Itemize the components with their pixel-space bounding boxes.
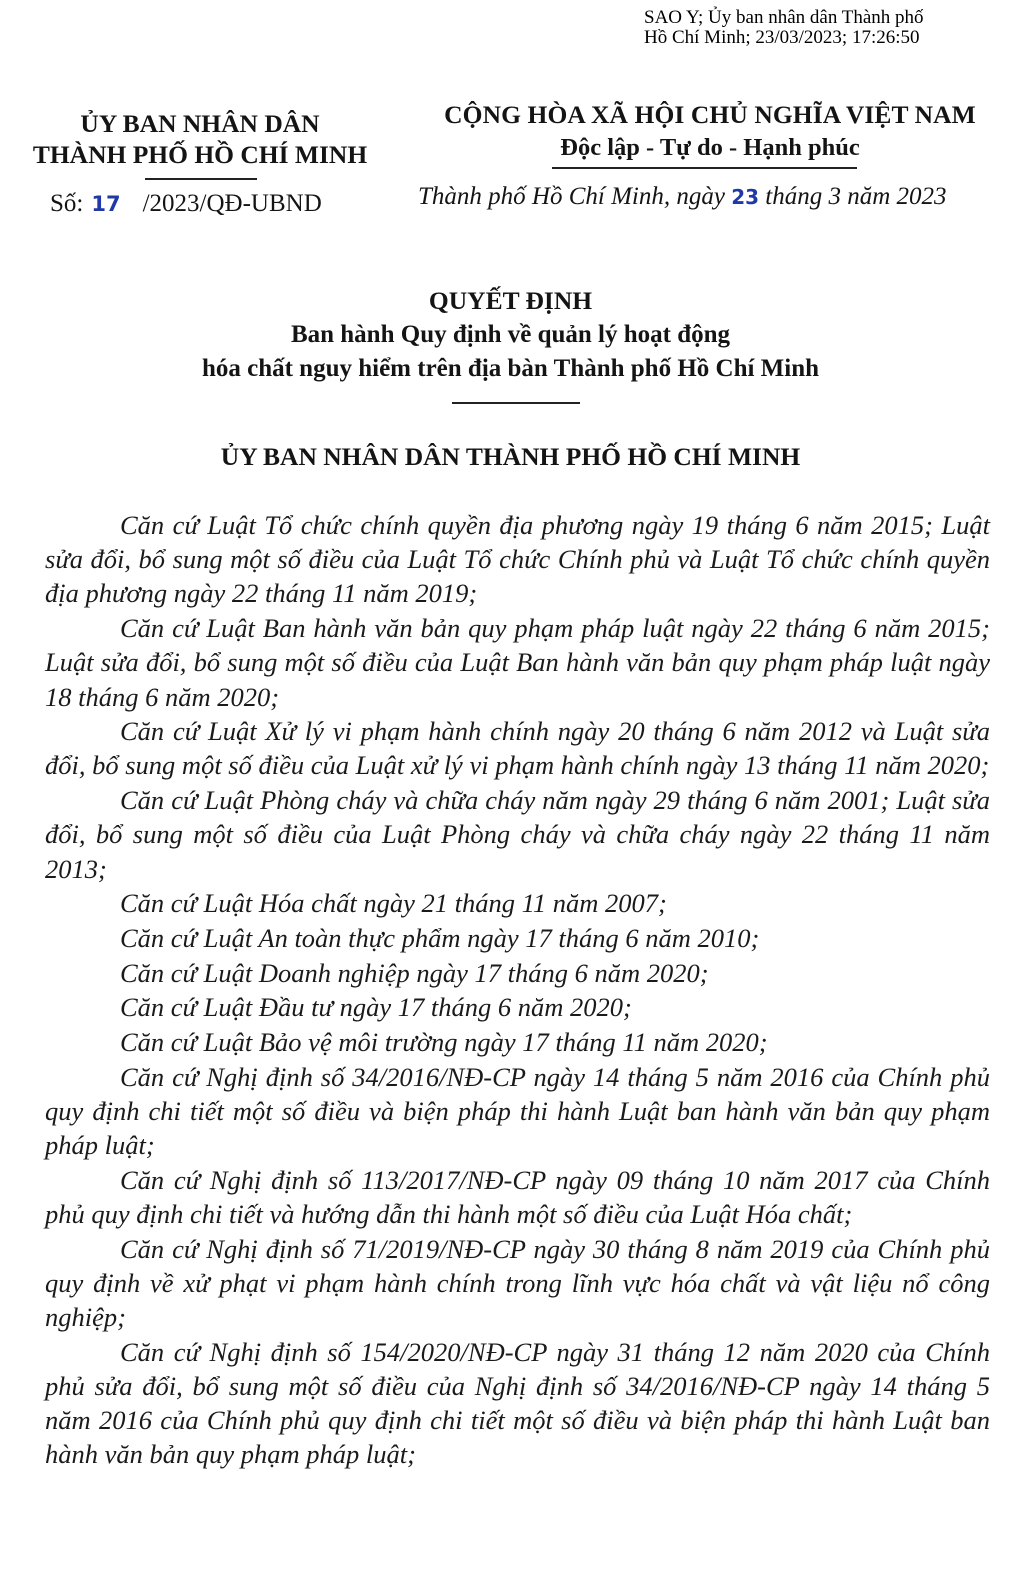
date-day-handwritten: 23 bbox=[731, 185, 760, 209]
preamble-paragraph: Căn cứ Luật An toàn thực phẩm ngày 17 tháng 6 năm 2010; bbox=[120, 922, 760, 953]
preamble-paragraph: Căn cứ Luật Doanh nghiệp ngày 17 tháng 6 năm 2020; bbox=[120, 957, 709, 988]
doc-number-suffix: /2023/QĐ-UBND bbox=[142, 190, 322, 217]
preamble-paragraph: Căn cứ Nghị định số 113/2017/NĐ-CP ngày 09 tháng 10 năm 2017 của Chính phủ quy định chi tiết và hướng dẫn thi hành một số điều của Luật Hóa chất; bbox=[45, 1164, 990, 1230]
stamp-line-1: SAO Y; Ủy ban nhân dân Thành phố bbox=[644, 7, 924, 28]
title-line-3: hóa chất nguy hiểm trên địa bàn Thành phố Hồ Chí Minh bbox=[201, 355, 820, 382]
title-line-2: Ban hành Quy định về quản lý hoạt động bbox=[290, 321, 731, 348]
stamp-line-2: Hồ Chí Minh; 23/03/2023; 17:26:50 bbox=[644, 27, 920, 48]
document-number bbox=[50, 190, 322, 218]
preamble-paragraph: Căn cứ Luật Ban hành văn bản quy phạm pháp luật ngày 22 tháng 6 năm 2015; Luật sửa đổi, bổ sung một số điều của Luật Ban hành văn bản quy phạm pháp luật ngày 18 tháng 6 năm 2020; bbox=[45, 613, 990, 712]
preamble-paragraph: Căn cứ Luật Xử lý vi phạm hành chính ngày 20 tháng 6 năm 2012 và Luật sửa đổi, bổ sung một số điều của Luật xử lý vi phạm hành chính ngày 13 tháng 11 năm 2020; bbox=[45, 716, 990, 781]
national-motto-header bbox=[400, 98, 1020, 164]
preamble-paragraph: Căn cứ Luật Tổ chức chính quyền địa phương ngày 19 tháng 6 năm 2015; Luật sửa đổi, bổ sung một số điều của Luật Tổ chức Chính phủ và Luật Tổ chức chính quyền địa phương ngày 22 tháng 11 năm 2019; bbox=[45, 510, 990, 609]
issuing-authority-header bbox=[0, 108, 400, 170]
authority-underline bbox=[145, 178, 257, 180]
preamble-paragraph: Căn cứ Nghị định số 34/2016/NĐ-CP ngày 14 tháng 5 năm 2016 của Chính phủ quy định chi tiết một số điều và biện pháp thi hành Luật ban hành văn bản quy phạm pháp luật; bbox=[45, 1061, 990, 1161]
date-prefix: Thành phố Hồ Chí Minh, ngày bbox=[418, 183, 725, 210]
preamble-paragraph: Căn cứ Nghị định số 154/2020/NĐ-CP ngày 31 tháng 12 năm 2020 của Chính phủ sửa đổi, bổ sung một số điều của Nghị định số 34/2016/NĐ-CP ngày 14 tháng 5 năm 2016 của Chính phủ quy định chi tiết một số điều và biện pháp thi hành Luật ban hành văn bản quy phạm pháp luật; bbox=[45, 1336, 990, 1470]
preamble bbox=[45, 508, 990, 1472]
issue-date bbox=[418, 183, 947, 211]
authority-line-1: ỦY BAN NHÂN DÂN bbox=[80, 109, 320, 138]
preamble-paragraph: Căn cứ Luật Đầu tư ngày 17 tháng 6 năm 2020; bbox=[120, 992, 632, 1023]
authority-line-2: THÀNH PHỐ HỒ CHÍ MINH bbox=[32, 140, 368, 169]
motto-underline bbox=[552, 167, 857, 169]
preamble-paragraph: Căn cứ Luật Hóa chất ngày 21 tháng 11 năm 2007; bbox=[120, 888, 667, 919]
preamble-paragraph: Căn cứ Luật Phòng cháy và chữa cháy năm ngày 29 tháng 6 năm 2001; Luật sửa đổi, bổ sung một số điều của Luật Phòng cháy và chữa cháy ngày 22 tháng 11 năm 2013; bbox=[45, 785, 990, 884]
document-title bbox=[0, 284, 1021, 386]
doc-number-handwritten: 17 bbox=[91, 192, 121, 216]
preamble-paragraph: Căn cứ Nghị định số 71/2019/NĐ-CP ngày 30 tháng 8 năm 2019 của Chính phủ quy định về xử phạt vi phạm hành chính trong lĩnh vực hóa chất và vật liệu nổ công nghiệp; bbox=[45, 1233, 990, 1333]
title-line-1: QUYẾT ĐỊNH bbox=[428, 286, 593, 315]
preamble-paragraph: Căn cứ Luật Bảo vệ môi trường ngày 17 tháng 11 năm 2020; bbox=[120, 1027, 768, 1058]
date-suffix: tháng 3 năm 2023 bbox=[765, 183, 947, 210]
title-underline bbox=[452, 402, 580, 404]
doc-number-prefix: Số: bbox=[50, 190, 84, 217]
motto: Độc lập - Tự do - Hạnh phúc bbox=[560, 134, 860, 161]
digital-copy-stamp bbox=[644, 8, 1014, 48]
issuer-heading: ỦY BAN NHÂN DÂN THÀNH PHỐ HỒ CHÍ MINH bbox=[220, 442, 801, 471]
country-name: CỘNG HÒA XÃ HỘI CHỦ NGHĨA VIỆT NAM bbox=[444, 100, 976, 129]
